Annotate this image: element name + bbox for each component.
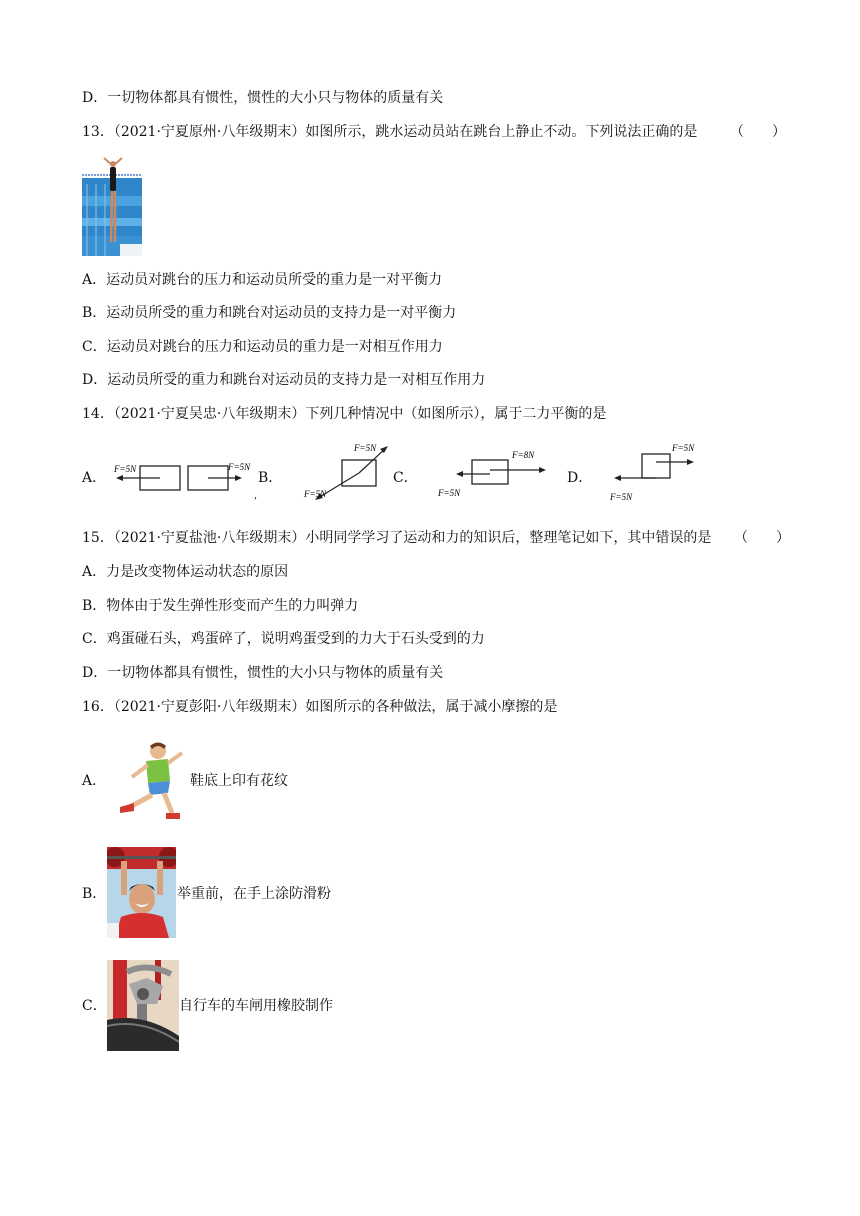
q13-option-b: B．运动员所受的重力和跳台对运动员的支持力是一对平衡力 <box>82 305 457 321</box>
q14-option-c-letter: C． <box>393 470 418 486</box>
q13-option-d: D．运动员所受的重力和跳台对运动员的支持力是一对相互作用力 <box>82 372 486 388</box>
q14-diagram-a <box>108 450 258 500</box>
q16-option-c-letter: C． <box>82 998 107 1014</box>
q14-diagram-d <box>604 438 714 502</box>
q15-stem: 15．（2021·宁夏盐池·八年级期末）小明同学学习了运动和力的知识后，整理笔记如下，其中错误的是 <box>82 530 712 546</box>
q16-option-b-letter: B． <box>82 886 107 902</box>
q14-stem: 14．（2021·宁夏吴忠·八年级期末）下列几种情况中（如图所示），属于二力平衡的是 <box>82 406 607 422</box>
diver-on-platform-image <box>82 156 142 256</box>
q14-d-top-force-label: F=5N <box>672 443 695 453</box>
q13-stem: 13．（2021·宁夏原州·八年级期末）如图所示，跳水运动员站在跳台上静止不动。下列说法正确的是 <box>82 124 698 140</box>
q16-option-c-caption: 自行车的车闸用橡胶制作 <box>179 998 333 1014</box>
q14-option-a-letter: A． <box>82 470 107 486</box>
q13-option-c: C．运动员对跳台的压力和运动员的重力是一对相互作用力 <box>82 339 443 355</box>
q14-option-b-comma: , <box>254 490 258 501</box>
q14-d-bottom-force-label: F=5N <box>610 492 633 502</box>
q14-a-right-force-label: F=5N <box>228 462 251 472</box>
q14-b-bottom-force-label: F=5N <box>304 489 327 499</box>
q15-option-a: A．力是改变物体运动状态的原因 <box>82 564 289 580</box>
q15-option-c: C．鸡蛋碰石头，鸡蛋碎了，说明鸡蛋受到的力大于石头受到的力 <box>82 631 485 647</box>
q14-diagram-c <box>432 446 552 500</box>
q16-stem: 16．（2021·宁夏彭阳·八年级期末）如图所示的各种做法，属于减小摩擦的是 <box>82 699 558 715</box>
q16-option-a-caption: 鞋底上印有花纹 <box>190 773 288 789</box>
q14-b-top-force-label: F=5N <box>354 443 377 453</box>
q16-option-b-caption: 举重前，在手上涂防滑粉 <box>177 886 331 902</box>
weightlifter-image <box>107 847 176 938</box>
running-boy-image <box>108 737 192 821</box>
q14-diagram-b <box>300 440 390 502</box>
q12-option-d: D．一切物体都具有惯性，惯性的大小只与物体的质量有关 <box>82 90 444 106</box>
q13-answer-paren: （ ） <box>730 124 786 140</box>
q15-answer-paren: （ ） <box>734 530 790 546</box>
q14-c-top-force-label: F=8N <box>512 450 535 460</box>
q13-option-a: A．运动员对跳台的压力和运动员所受的重力是一对平衡力 <box>82 272 443 288</box>
q15-option-d: D．一切物体都具有惯性，惯性的大小只与物体的质量有关 <box>82 665 444 681</box>
q14-option-d-letter: D． <box>567 470 593 486</box>
bicycle-brake-image <box>107 960 179 1051</box>
q14-option-b-letter: B． <box>258 470 283 486</box>
q14-c-bottom-force-label: F=5N <box>438 488 461 498</box>
q14-a-left-force-label: F=5N <box>114 464 137 474</box>
q15-option-b: B．物体由于发生弹性形变而产生的力叫弹力 <box>82 598 359 614</box>
q16-option-a-letter: A． <box>82 773 107 789</box>
